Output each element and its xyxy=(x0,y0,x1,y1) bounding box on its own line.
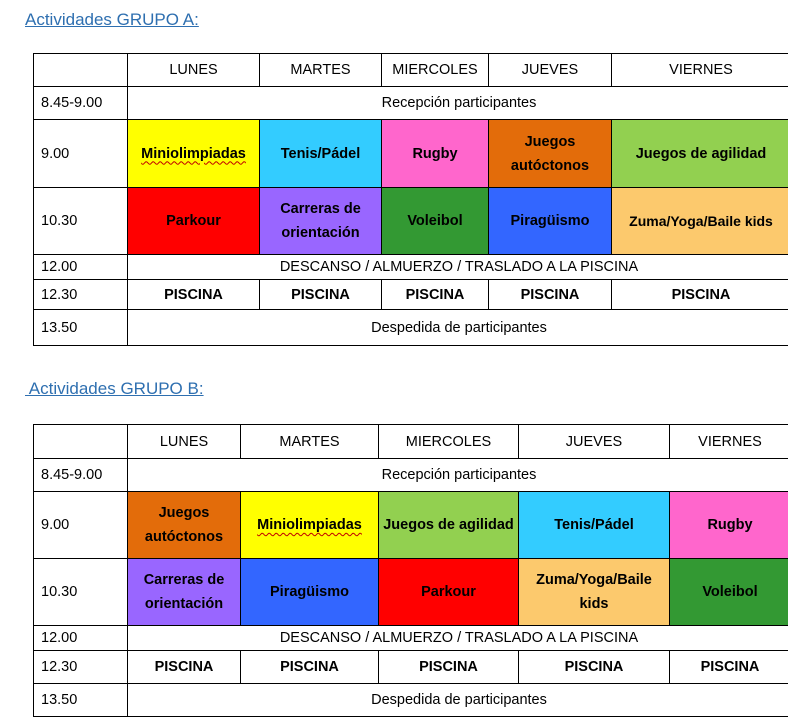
table-row xyxy=(34,459,788,492)
activity-cell: Juegos autóctonos xyxy=(489,120,612,188)
pool-cell: PISCINA xyxy=(128,651,241,684)
activity-cell: Miniolimpiadas xyxy=(241,492,379,559)
table-row xyxy=(34,651,788,684)
table-row xyxy=(34,87,788,120)
table-row xyxy=(34,626,788,651)
table-row xyxy=(34,120,788,188)
activity-cell: Miniolimpiadas xyxy=(128,120,260,188)
activity-cell: Tenis/Pádel xyxy=(260,120,382,188)
activity-cell: Juegos de agilidad xyxy=(379,492,519,559)
group-a-schedule-table xyxy=(33,53,788,346)
day-header-wednesday: MIERCOLES xyxy=(382,54,489,87)
pool-cell: PISCINA xyxy=(519,651,670,684)
activity-cell: Voleibol xyxy=(382,188,489,255)
time-cell: 9.00 xyxy=(34,492,128,559)
table-row xyxy=(34,280,788,310)
time-cell: 13.50 xyxy=(34,684,128,717)
activity-cell: Parkour xyxy=(379,559,519,626)
activity-cell: Rugby xyxy=(382,120,489,188)
time-cell: 8.45-9.00 xyxy=(34,459,128,492)
time-cell: 12.30 xyxy=(34,280,128,310)
table-header-row xyxy=(34,54,788,87)
time-cell: 12.00 xyxy=(34,255,128,280)
reception-note: Recepción participantes xyxy=(128,87,788,120)
pool-cell: PISCINA xyxy=(670,651,788,684)
time-cell: 12.00 xyxy=(34,626,128,651)
activity-cell: Tenis/Pádel xyxy=(519,492,670,559)
group-a-heading: Actividades GRUPO A: xyxy=(25,10,199,29)
day-header-monday: LUNES xyxy=(128,425,241,459)
time-cell: 12.30 xyxy=(34,651,128,684)
farewell-note: Despedida de participantes xyxy=(128,684,788,717)
corner-cell xyxy=(34,54,128,87)
group-b-heading: Actividades GRUPO B: xyxy=(25,379,204,398)
table-row xyxy=(34,684,788,717)
farewell-note: Despedida de participantes xyxy=(128,310,788,346)
table-row xyxy=(34,492,788,559)
table-row xyxy=(34,559,788,626)
pool-cell: PISCINA xyxy=(382,280,489,310)
day-header-thursday: JUEVES xyxy=(489,54,612,87)
activity-cell: Carreras de orientación xyxy=(260,188,382,255)
day-header-thursday: JUEVES xyxy=(519,425,670,459)
group-b-schedule-table xyxy=(33,424,788,717)
table-header-row xyxy=(34,425,788,459)
pool-cell: PISCINA xyxy=(489,280,612,310)
table-row xyxy=(34,255,788,280)
activity-cell: Juegos autóctonos xyxy=(128,492,241,559)
day-header-monday: LUNES xyxy=(128,54,260,87)
table-row xyxy=(34,188,788,255)
activity-cell: Piragüismo xyxy=(489,188,612,255)
break-note: DESCANSO / ALMUERZO / TRASLADO A LA PISCINA xyxy=(128,255,788,280)
time-cell: 13.50 xyxy=(34,310,128,346)
activity-cell: Parkour xyxy=(128,188,260,255)
time-cell: 10.30 xyxy=(34,188,128,255)
day-header-tuesday: MARTES xyxy=(241,425,379,459)
activity-cell: Piragüismo xyxy=(241,559,379,626)
time-cell: 10.30 xyxy=(34,559,128,626)
reception-note: Recepción participantes xyxy=(128,459,788,492)
pool-cell: PISCINA xyxy=(128,280,260,310)
activity-cell: Voleibol xyxy=(670,559,788,626)
break-note: DESCANSO / ALMUERZO / TRASLADO A LA PISCINA xyxy=(128,626,788,651)
day-header-friday: VIERNES xyxy=(612,54,788,87)
activity-cell: Juegos de agilidad xyxy=(612,120,788,188)
time-cell: 9.00 xyxy=(34,120,128,188)
corner-cell xyxy=(34,425,128,459)
activity-cell: Zuma/Yoga/Baile kids xyxy=(519,559,670,626)
day-header-tuesday: MARTES xyxy=(260,54,382,87)
activity-cell: Zuma/Yoga/Baile kids xyxy=(612,188,788,255)
activity-cell: Rugby xyxy=(670,492,788,559)
time-cell: 8.45-9.00 xyxy=(34,87,128,120)
activity-cell: Carreras de orientación xyxy=(128,559,241,626)
day-header-friday: VIERNES xyxy=(670,425,788,459)
pool-cell: PISCINA xyxy=(379,651,519,684)
table-row xyxy=(34,310,788,346)
day-header-wednesday: MIERCOLES xyxy=(379,425,519,459)
pool-cell: PISCINA xyxy=(612,280,788,310)
pool-cell: PISCINA xyxy=(241,651,379,684)
pool-cell: PISCINA xyxy=(260,280,382,310)
